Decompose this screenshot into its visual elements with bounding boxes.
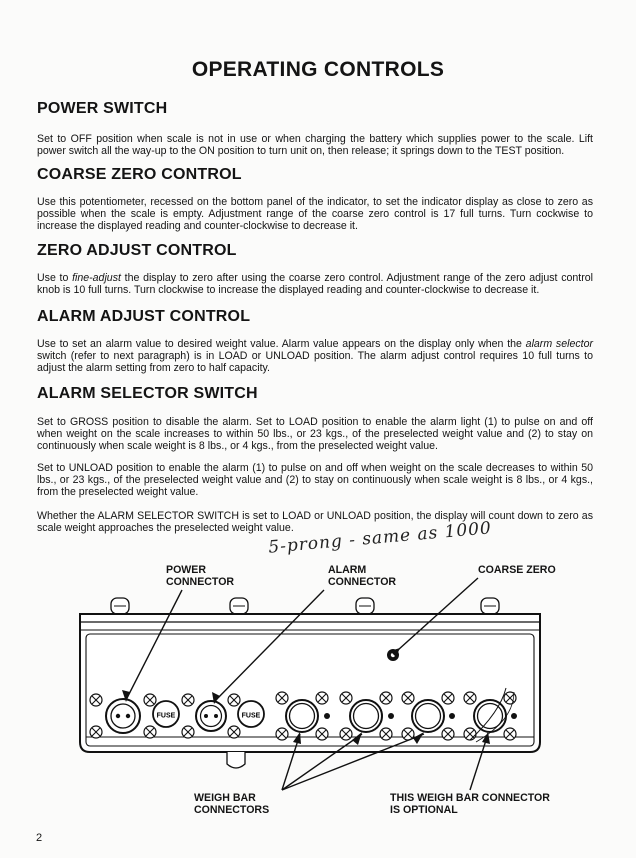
fuse-holder-1 (153, 701, 179, 727)
weigh-bar-label-line2: CONNECTORS (194, 804, 270, 816)
heading-coarse-zero: COARSE ZERO CONTROL (37, 166, 242, 183)
alarm-selector-text-2: Set to UNLOAD position to enable the alarm (1) to pulse on and off when weight on the scale decreases to within 50 lbs., or 23 kgs., of the preselected weight value and (2) to stay on continuously when scale weight is 8 lbs., or 4 kgs., from the preselected weight value. (37, 462, 593, 498)
top-nut-2 (230, 598, 248, 614)
heading-zero-adjust: ZERO ADJUST CONTROL (37, 242, 237, 259)
zero-adjust-text (37, 272, 593, 296)
power-connector-label-line1: POWER (166, 564, 207, 576)
zero-adjust-text-post: the display to zero after using the coarse zero control. Adjustment range of the zero adjust control knob is 10 full turns. Turn clockwise to increase the displayed reading and counter-clockwise to decrease it. (37, 272, 593, 296)
alarm-adjust-text-em: alarm selector (525, 338, 593, 350)
power-switch-text: Set to OFF position when scale is not in use or when charging the battery which supplies power to the scale. Lift power switch all the way-up to the ON position to turn unit on, then release; it springs down to the TEST position. (37, 133, 593, 157)
power-connector-label (166, 564, 234, 588)
top-nut-1 (111, 598, 129, 614)
fuse-2-label: FUSE (241, 712, 261, 720)
heading-power-switch: POWER SWITCH (37, 100, 168, 117)
page-title: OPERATING CONTROLS (191, 58, 445, 81)
optional-label-line2: IS OPTIONAL (390, 804, 458, 816)
power-connector-label-line2: CONNECTOR (166, 576, 235, 588)
heading-alarm-adjust: ALARM ADJUST CONTROL (37, 308, 251, 325)
weigh-bar-label-line1: WEIGH BAR (194, 792, 256, 804)
zero-adjust-text-pre: Use to (37, 272, 73, 284)
optional-label-line1: THIS WEIGH BAR CONNECTOR (390, 792, 550, 804)
alarm-adjust-text (37, 338, 593, 374)
alarm-connector-label-line1: ALARM (328, 564, 367, 576)
alarm-adjust-text-pre: Use to set an alarm value to desired weight value. Alarm value appears on the display only when the (37, 338, 526, 350)
alarm-connector-label (328, 564, 396, 588)
alarm-selector-text-3: Whether the ALARM SELECTOR SWITCH is set to LOAD or UNLOAD position, the display will count down to zero as scale weight approaches the preselected weight value. (37, 510, 593, 534)
top-nut-4 (481, 598, 499, 614)
alarm-adjust-text-post: switch (refer to next paragraph) is in LOAD or UNLOAD position. The alarm adjust control requires 10 full turns to adjust the alarm setting from zero to half capacity. (37, 350, 593, 374)
fuse-holder-2 (238, 701, 264, 727)
heading-alarm-selector: ALARM SELECTOR SWITCH (37, 385, 258, 402)
alarm-connector-label-line2: CONNECTOR (328, 576, 397, 588)
weigh-bar-connectors-label (194, 792, 269, 816)
handwritten-note: 5-prong - same as 1000 (267, 518, 493, 558)
fuse-1-label: FUSE (156, 712, 176, 720)
alarm-selector-text-1: Set to GROSS position to disable the alarm. Set to LOAD position to enable the alarm light (1) to pulse on and off when weight on the scale increases to within 50 lbs., or 23 kgs., of the preselected weight value and (2) to stay on continuously when scale weight is 8 lbs., or 4 kgs., from the preselected weight value. (37, 416, 593, 452)
indicator-panel-diagram (0, 540, 636, 830)
page-number: 2 (36, 832, 43, 844)
zero-adjust-text-em: fine-adjust (72, 272, 121, 284)
optional-connector-label (390, 792, 550, 816)
bottom-nut (227, 752, 245, 768)
coarse-zero-text: Use this potentiometer, recessed on the bottom panel of the indicator, to set the indicator display as close to zero as possible when the scale is empty. Adjustment range of the coarse zero control is 17 full turns. Turn cockwise to increase the displayed reading and counter-clockwise to decrease it. (37, 196, 593, 232)
coarse-zero-label: COARSE ZERO (478, 564, 556, 576)
top-nut-3 (356, 598, 374, 614)
